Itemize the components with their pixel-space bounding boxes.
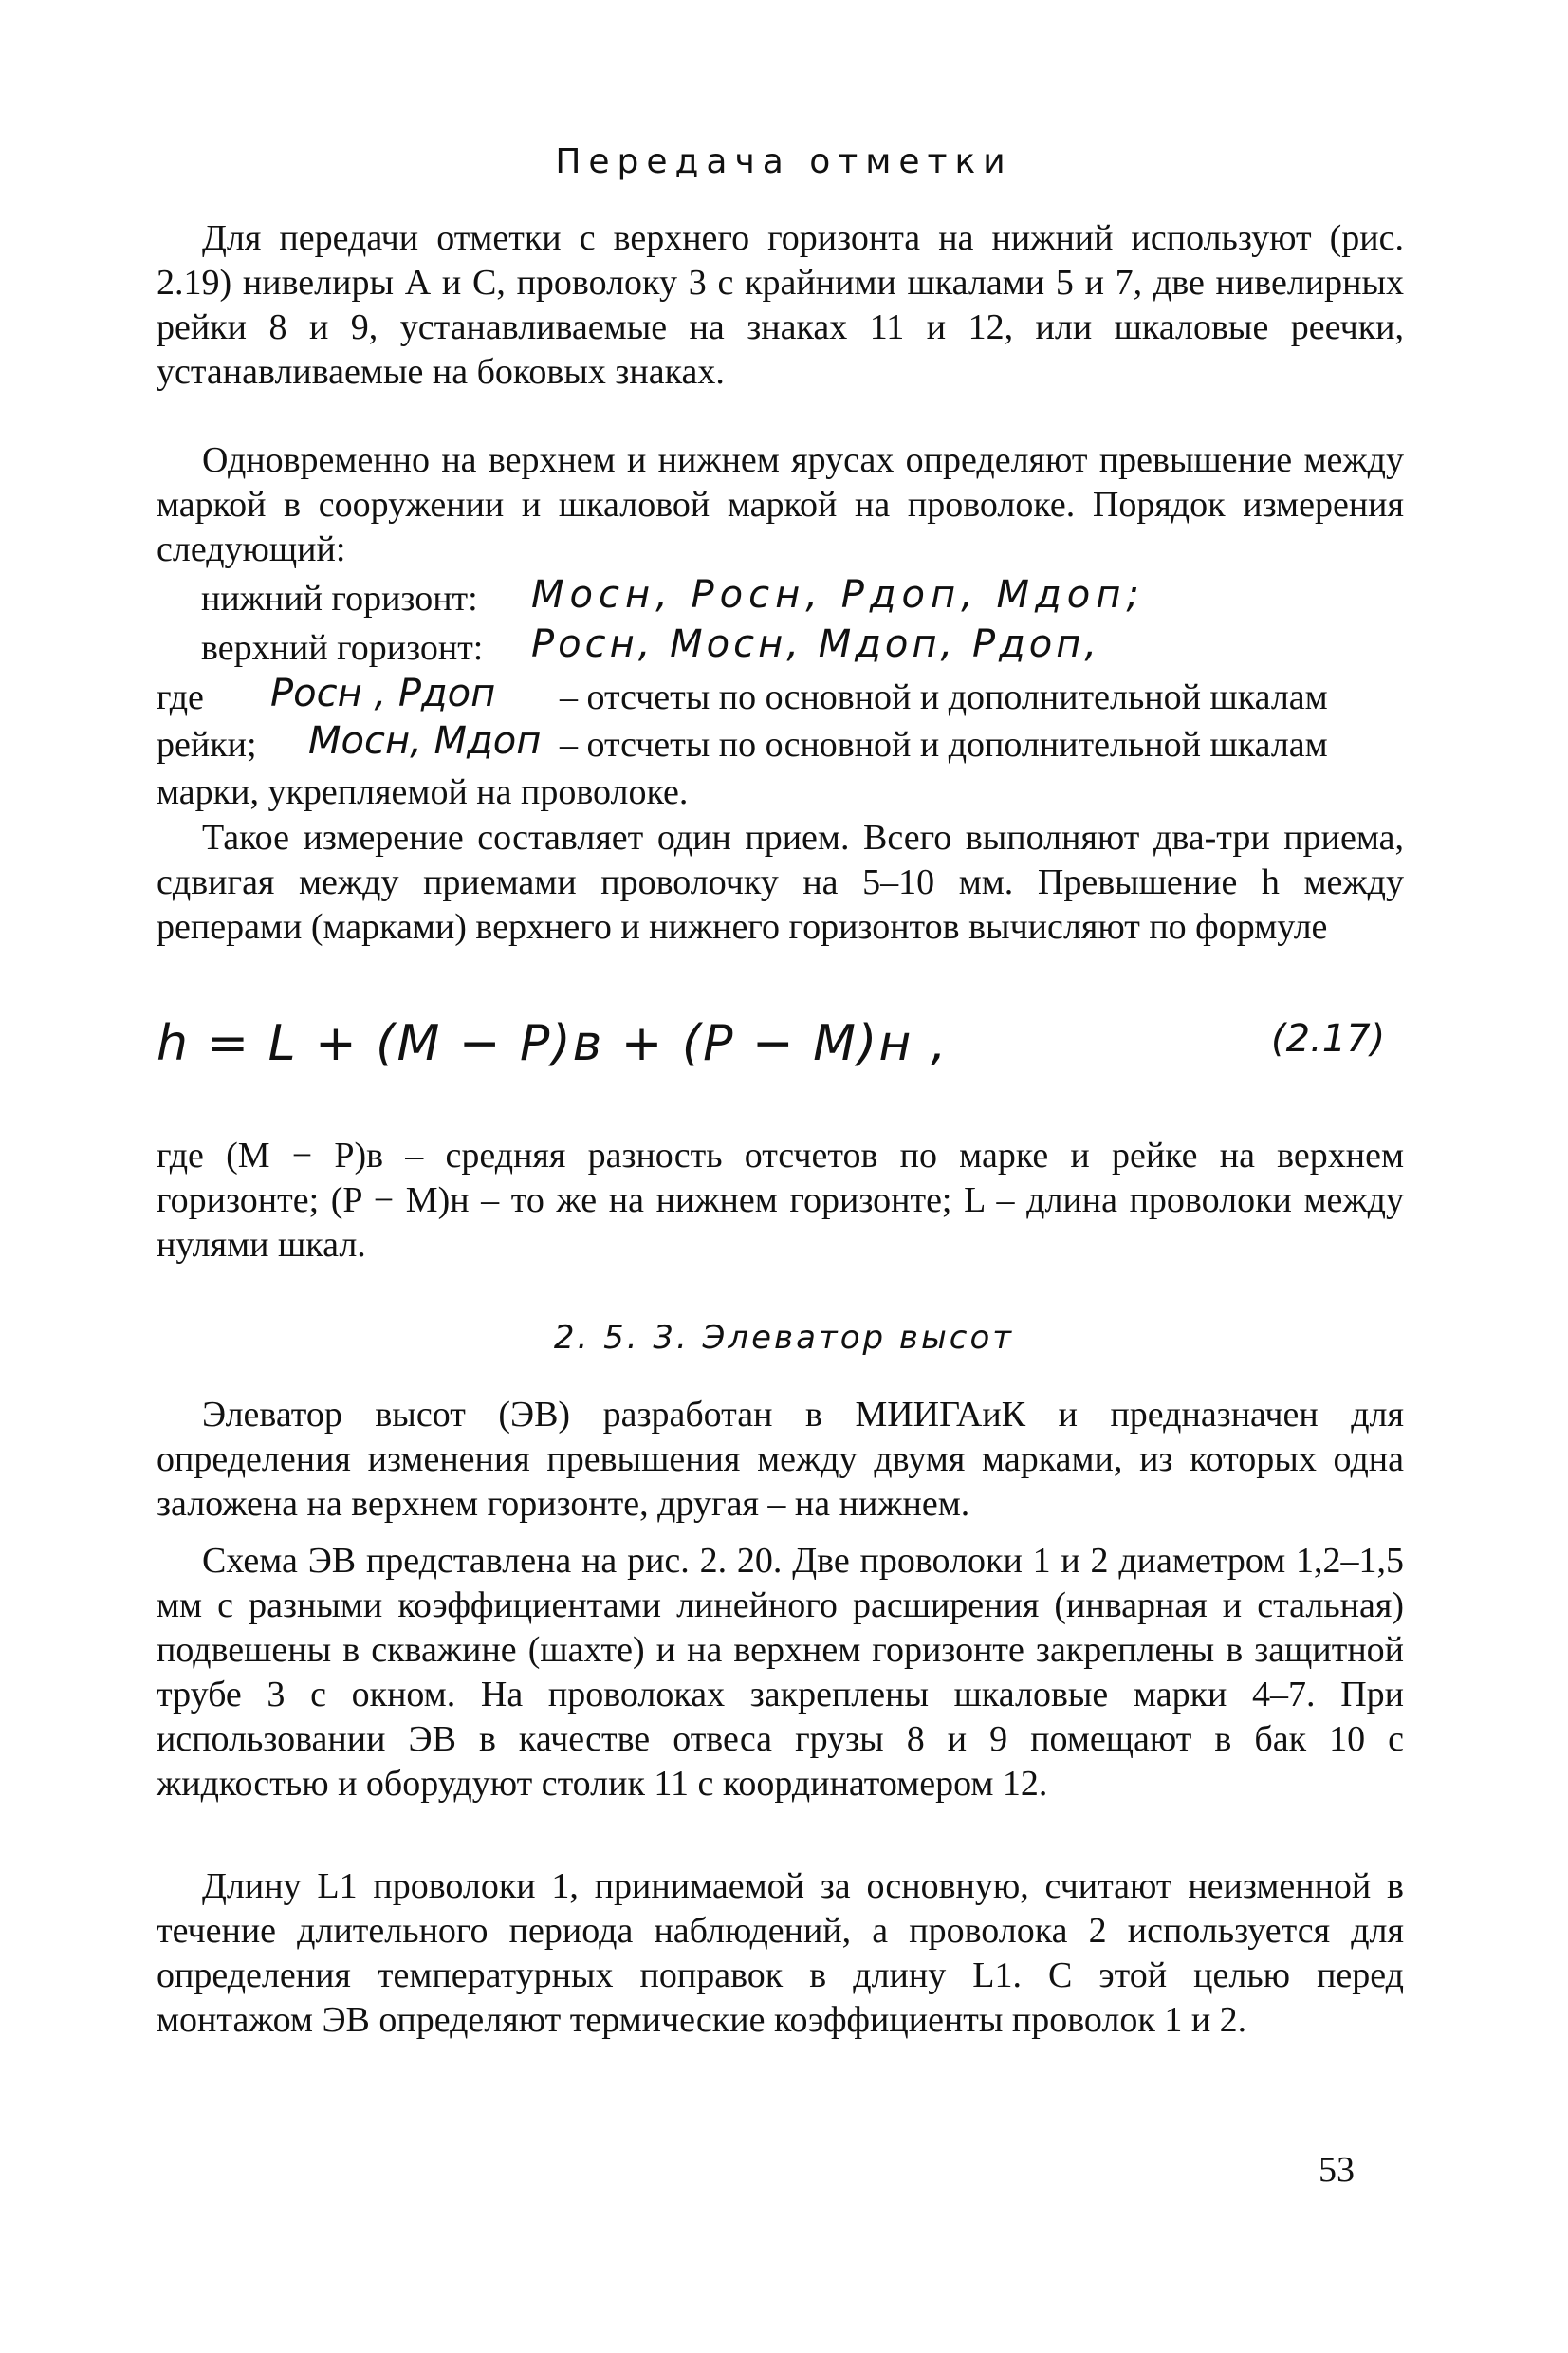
paragraph-3: Такое измерение составляет один прием. Всего выполняют два-три приема, сдвигая между приемами проволочку на 5–10 мм. Превышение h между реперами (марками) верхнего и нижнего горизонтов вычисляют по формуле	[157, 818, 1404, 947]
subsection-title: 2. 5. 3. Элеватор высот	[553, 1319, 1015, 1357]
paragraph-1: Для передачи отметки с верхнего горизонта на нижний используют (рис. 2.19) нивелиры А и С, проволоку 3 с крайними шкалами 5 и 7, две нивелирных рейки 8 и 9, устанавливаемые на знаках 11 и 12, или шкаловые реечки, устанавливаемые на боковых знаках.	[157, 218, 1404, 392]
upper-horizon-readings: Pосн, Mосн, Mдоп, Pдоп,	[531, 622, 1101, 666]
paragraph-6: Схема ЭВ представлена на рис. 2. 20. Две проволоки 1 и 2 диаметром 1,2–1,5 мм с разными коэффициентами линейного расширения (инварная и стальная) подвешены в скважине (шахте) и на верхнем горизонте закреплены в защитной трубе 3 с окном. На проволоках закреплены шкаловые марки 4–7. При использовании ЭВ в качестве отвеса грузы 8 и 9 помещают в бак 10 с жидкостью и оборудуют столик 11 с координатомером 12.	[157, 1541, 1404, 1804]
paragraph-2: Одновременно на верхнем и нижнем ярусах определяют превышение между маркой в сооружении и шкаловой маркой на проволоке. Порядок измерения следующий:	[157, 440, 1404, 569]
upper-horizon-label: верхний горизонт:	[201, 628, 484, 668]
formula-2-17: h = L + (M − P)в + (P − M)н ,	[157, 1015, 949, 1072]
where-text-2: – отсчеты по основной и дополнительной шкалам	[560, 725, 1328, 765]
paragraph-4: где (M − P)в – средняя разность отсчетов по марке и рейке на верхнем горизонте; (P − M)н – то же на нижнем горизонте; L – длина проволоки между нулями шкал.	[157, 1136, 1404, 1265]
lower-horizon-readings: Mосн, Pосн, Pдоп, Mдоп;	[531, 573, 1145, 617]
where-label-2: рейки;	[157, 725, 257, 765]
where-symbols-2: Mосн, Mдоп	[308, 719, 542, 763]
lower-horizon-label: нижний горизонт:	[201, 579, 478, 619]
where-symbols-1: Pосн , Pдоп	[270, 672, 496, 715]
where-label-1: где	[157, 677, 204, 717]
where-text-3: марки, укрепляемой на проволоке.	[157, 772, 689, 812]
page-number: 53	[1319, 2150, 1355, 2190]
where-text-1: – отсчеты по основной и дополнительной шкалам	[560, 677, 1328, 717]
equation-number: (2.17)	[1271, 1017, 1386, 1061]
paragraph-5: Элеватор высот (ЭВ) разработан в МИИГАиК и предназначен для определения изменения превышения между двумя марками, из которых одна заложена на верхнем горизонте, другая – на нижнем.	[157, 1395, 1404, 1524]
paragraph-7: Длину L1 проволоки 1, принимаемой за основную, считают неизменной в течение длительного периода наблюдений, а проволока 2 используется для определения температурных поправок в длину L1. С этой целью перед монтажом ЭВ определяют термические коэффициенты проволок 1 и 2.	[157, 1866, 1404, 2040]
section-title: Передача отметки	[555, 142, 1013, 181]
